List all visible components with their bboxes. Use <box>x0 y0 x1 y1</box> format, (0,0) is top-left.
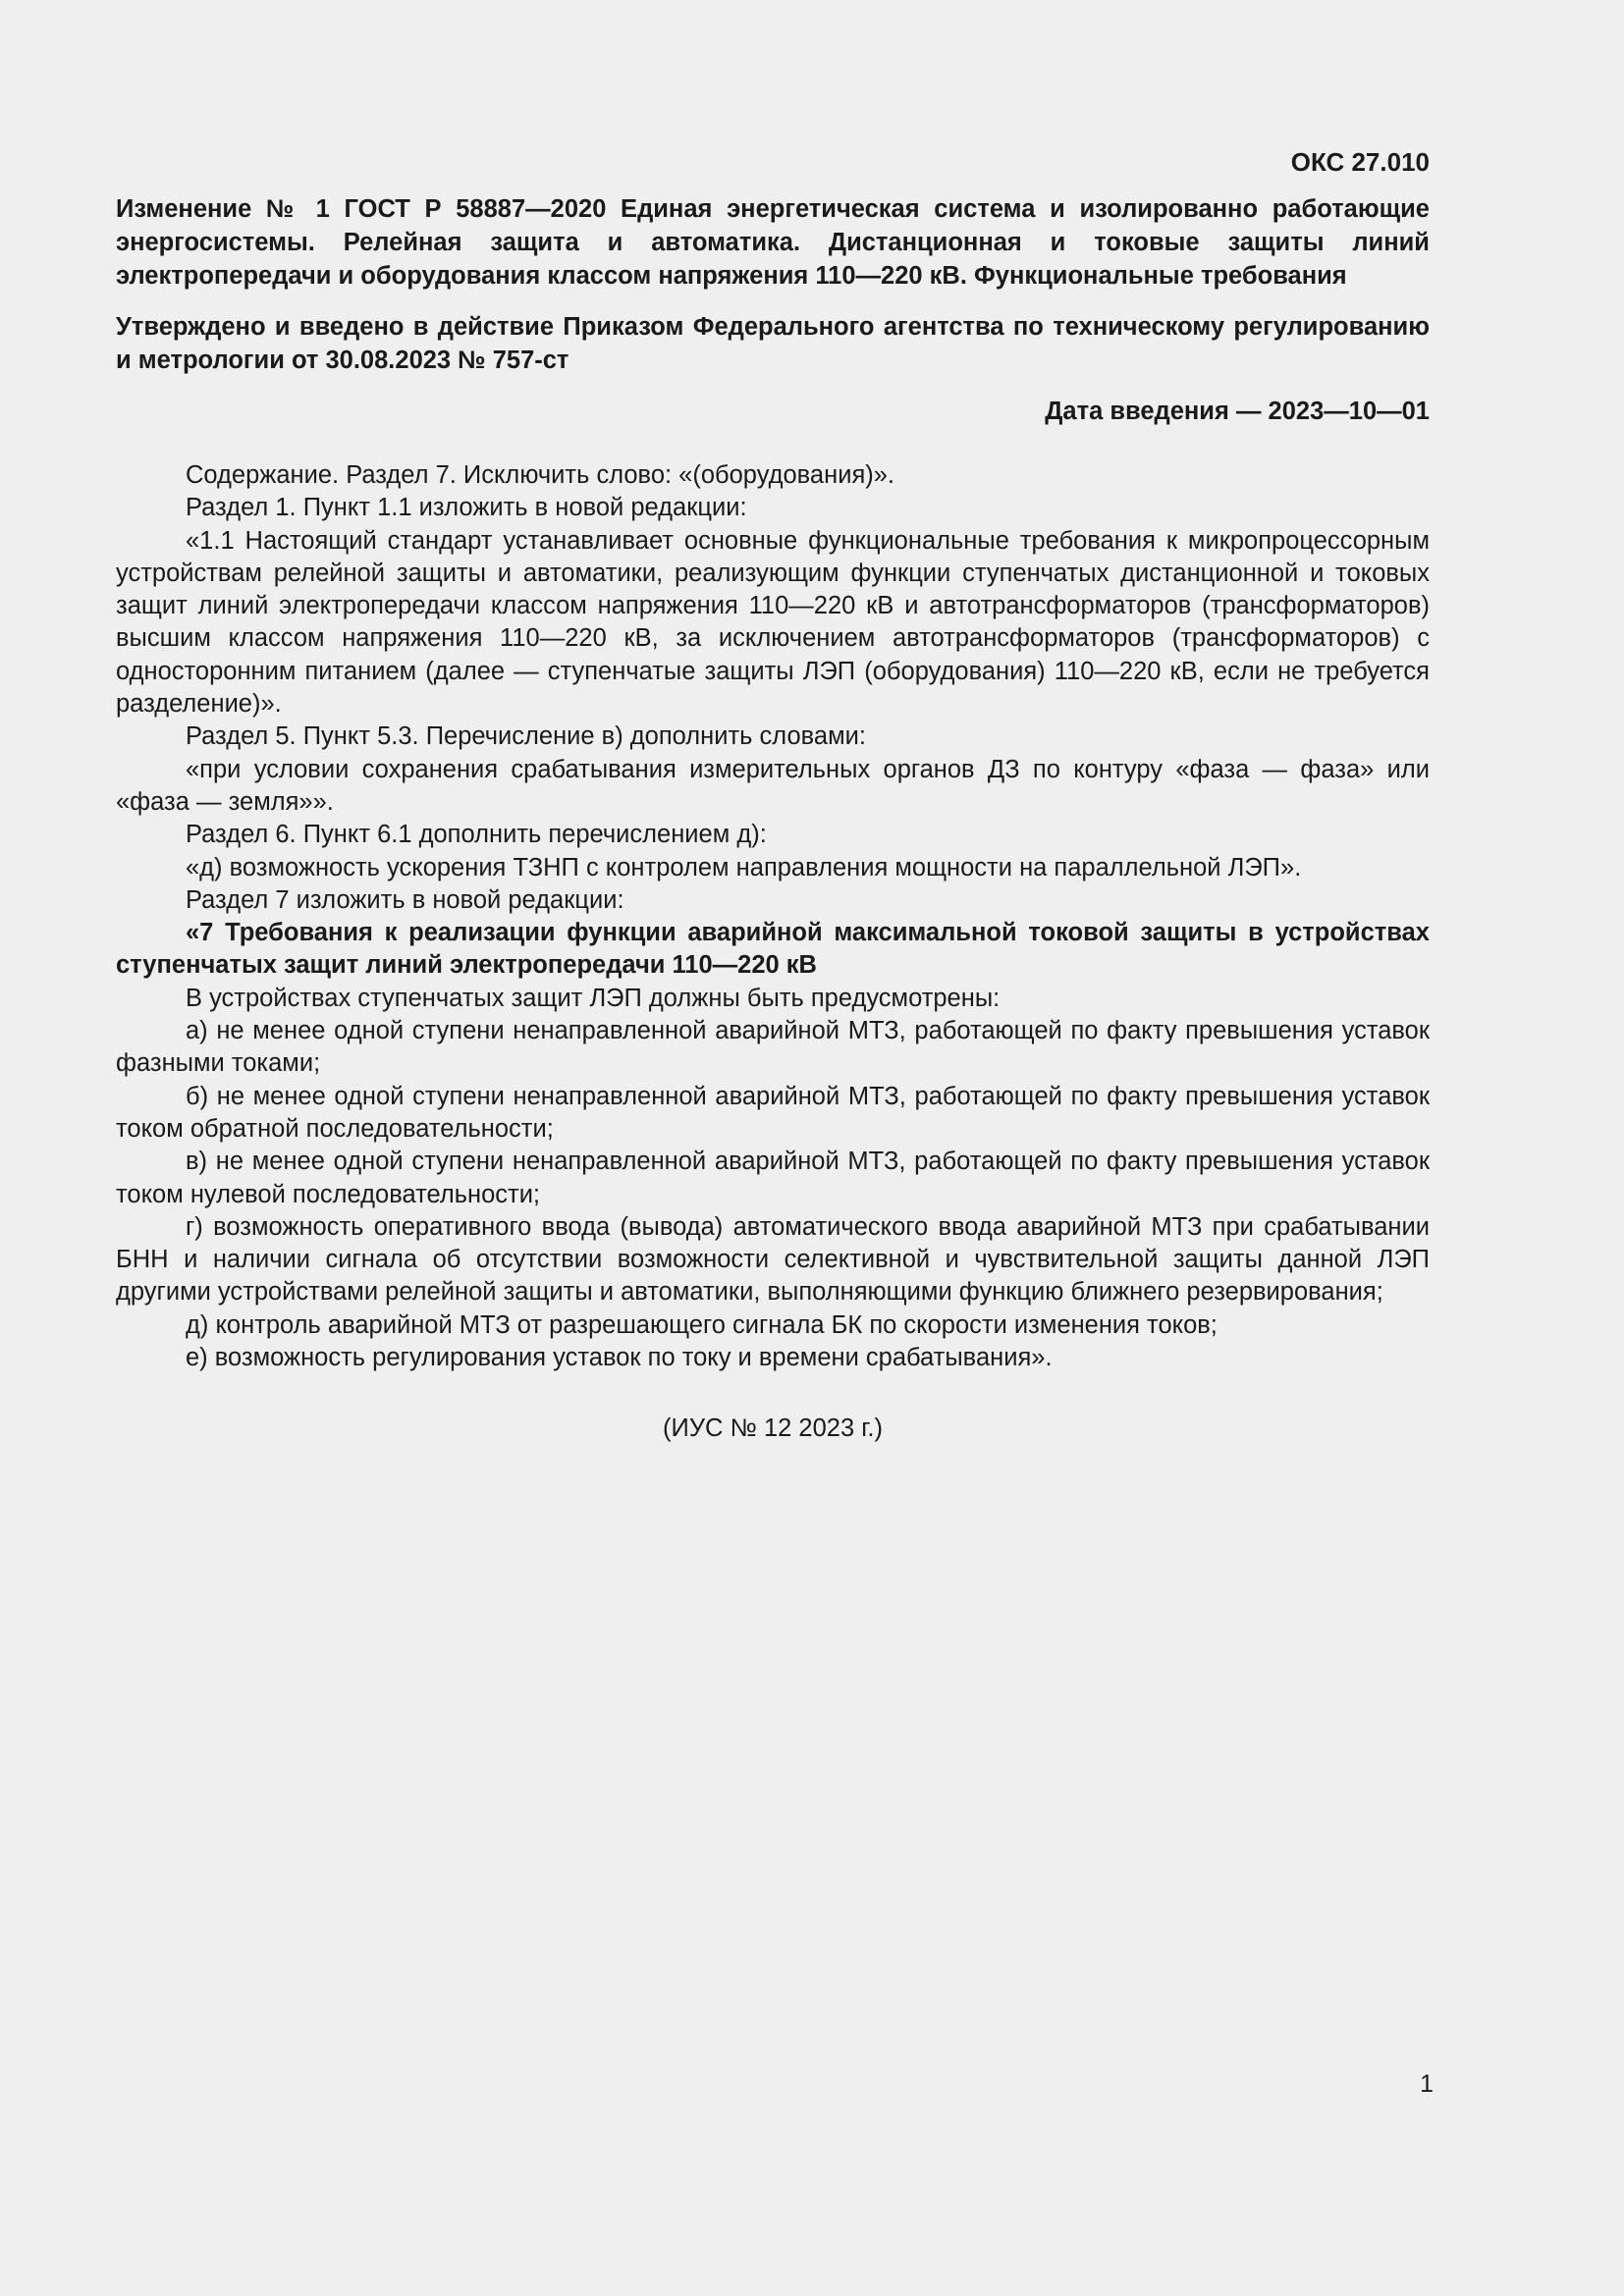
list-item-g: г) возможность оперативного ввода (вывода) автоматического ввода аварийной МТЗ при срабатывании БНН и наличии сигнала об отсутствии возможности селективной и чувствительной защиты данной ЛЭП другими устройствами релейной защиты и автоматики, выполняющими функцию ближнего резервирования; <box>116 1212 1430 1307</box>
document-body <box>116 459 1430 1374</box>
paragraph-section1-text: «1.1 Настоящий стандарт устанавливает основные функциональные требования к микропроцессорным устройствам релейной защиты и автоматики, реализующим функции ступенчатых дистанционной и токовых защит линий электропередачи классом напряжения 110—220 кВ и автотрансформаторов (трансформаторов) высшим классом напряжения 110—220 кВ, за исключением автотрансформаторов (трансформаторов) с односторонним питанием (далее — ступенчатые защиты ЛЭП (оборудования) 110—220 кВ, если не требуется разделение)». <box>116 526 1430 719</box>
ius-reference: (ИУС № 12 2023 г.) <box>663 1415 883 1443</box>
paragraph-section5-intro: Раздел 5. Пункт 5.3. Перечисление в) дополнить словами: <box>186 722 866 751</box>
paragraph-contents-change: Содержание. Раздел 7. Исключить слово: «(оборудования)». <box>186 461 895 489</box>
paragraph-section7-lead: В устройствах ступенчатых защит ЛЭП должны быть предусмотрены: <box>186 984 1001 1012</box>
approval-statement: Утверждено и введено в действие Приказом Федерального агентства по техническому регулированию и метрологии от 30.08.2023 № 757-ст <box>116 313 1430 374</box>
paragraph-section7-intro: Раздел 7 изложить в новой редакции: <box>186 885 624 914</box>
paragraph-section1-intro: Раздел 1. Пункт 1.1 изложить в новой редакции: <box>186 494 747 522</box>
paragraph-section6-text: «д) возможность ускорения ТЗНП с контролем направления мощности на параллельной ЛЭП». <box>186 853 1302 881</box>
paragraph-section5-text: «при условии сохранения срабатывания измерительных органов ДЗ по контуру «фаза — фаза» или «фаза — земля»». <box>116 755 1430 816</box>
list-item-a: а) не менее одной ступени ненаправленной аварийной МТЗ, работающей по факту превышения уставок фазными токами; <box>116 1017 1430 1078</box>
list-item-v: в) не менее одной ступени ненаправленной аварийной МТЗ, работающей по факту превышения уставок током нулевой последовательности; <box>116 1148 1430 1208</box>
paragraph-section6-intro: Раздел 6. Пункт 6.1 дополнить перечислением д): <box>186 821 767 849</box>
list-item-d: д) контроль аварийной МТЗ от разрешающего сигнала БК по скорости изменения токов; <box>186 1310 1218 1339</box>
document-title: Изменение № 1 ГОСТ Р 58887—2020 Единая энергетическая система и изолированно работающие энергосистемы. Релейная защита и автоматика. Дистанционная и токовые защиты линий электропередачи и оборудования классом напряжения 110—220 кВ. Функциональные требования <box>116 195 1430 290</box>
list-item-b: б) не менее одной ступени ненаправленной аварийной МТЗ, работающей по факту превышения уставок током обратной последовательности; <box>116 1082 1430 1143</box>
page-number: 1 <box>1420 2070 1434 2098</box>
effective-date: Дата введения — 2023—10—01 <box>1045 398 1430 425</box>
oks-code: ОКС 27.010 <box>1290 147 1430 177</box>
list-item-e: е) возможность регулирования уставок по току и времени срабатывания». <box>186 1344 1053 1372</box>
document-page <box>116 145 1430 1445</box>
section7-heading: «7 Требования к реализации функции аварийной максимальной токовой защиты в устройствах ступенчатых защит линий электропередачи 110—220 кВ <box>116 919 1430 980</box>
